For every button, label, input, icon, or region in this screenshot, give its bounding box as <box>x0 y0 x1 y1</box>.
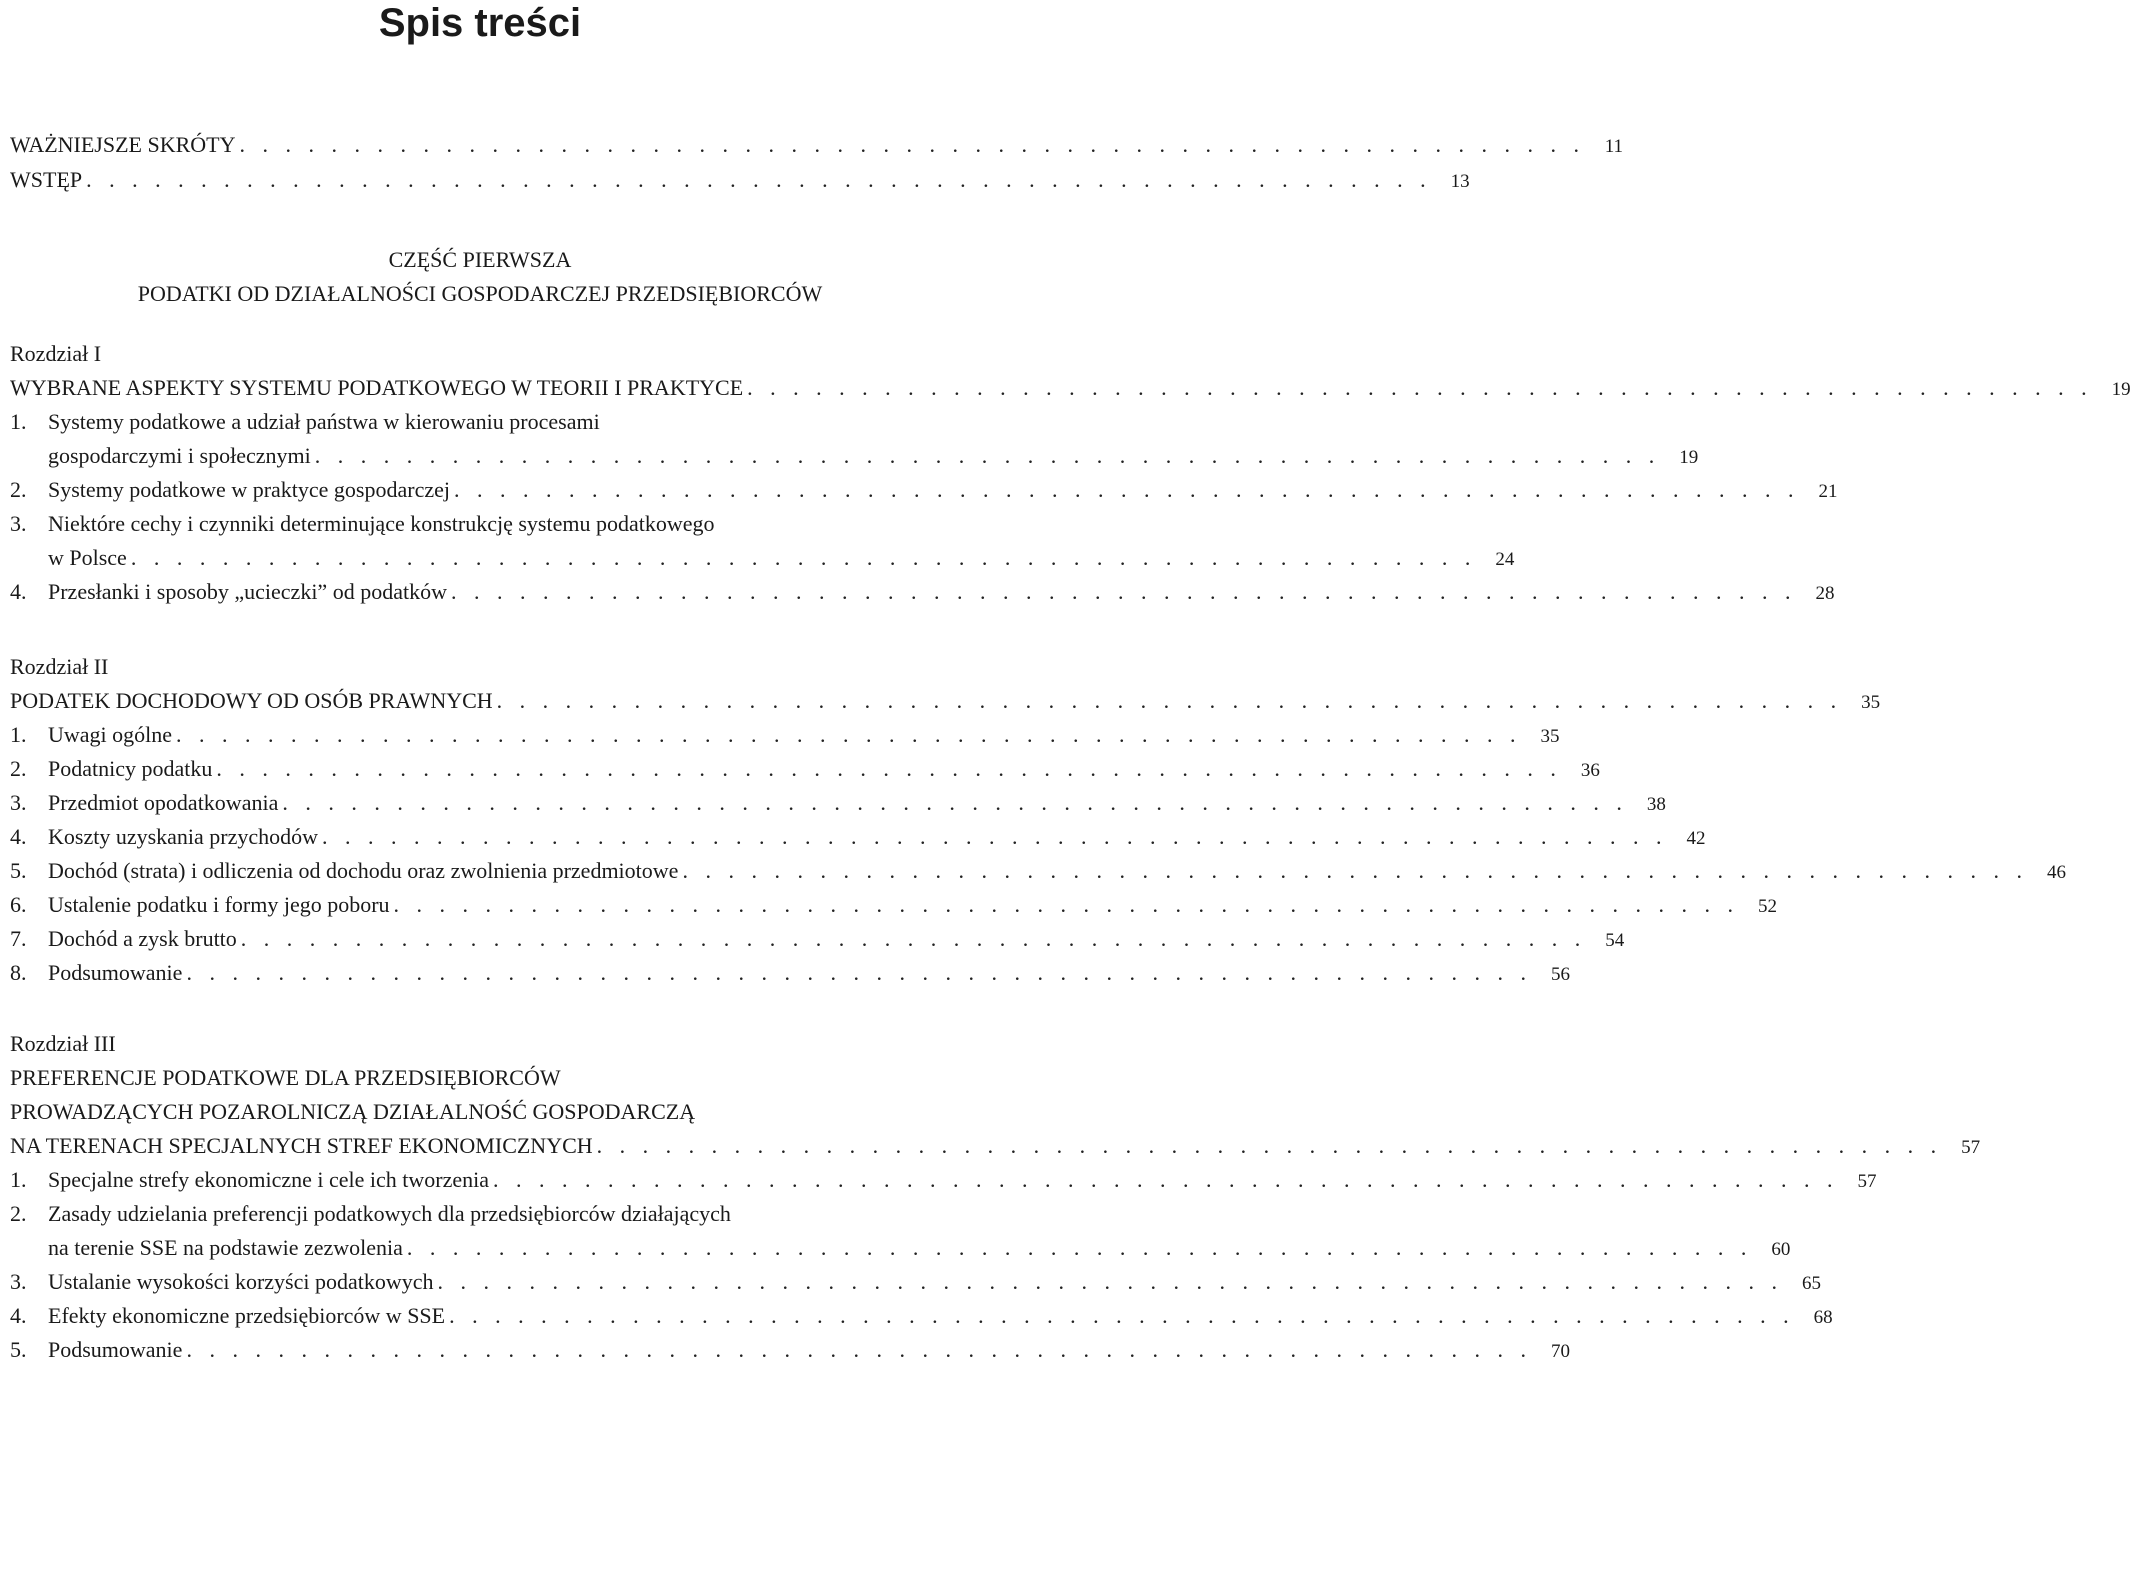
chapter-label: Rozdział II <box>10 654 109 679</box>
section-entry[interactable] <box>10 820 1706 854</box>
dot-leader: . . . . . . . . . . . . . . . . . . . . . . . . . . . . . . . . . . . . . . . . . . . . . . . . . . . . . . . . . . . <box>493 1167 1839 1192</box>
entry-number: 5. <box>10 858 27 883</box>
entry-number: 7. <box>10 926 27 951</box>
entry-title: Zasady udzielania preferencji podatkowych dla przedsiębiorców działających <box>48 1201 731 1226</box>
entry-title: NA TERENACH SPECJALNYCH STREF EKONOMICZNYCH <box>10 1133 593 1158</box>
page-number: 54 <box>1605 930 1625 951</box>
part-title: PODATKI OD DZIAŁALNOŚCI GOSPODARCZEJ PRZEDSIĘBIORCÓW <box>137 281 823 306</box>
entry-title: w Polsce <box>48 545 127 570</box>
page-number: 36 <box>1580 760 1600 781</box>
entry-title: gospodarczymi i społecznymi <box>48 443 311 468</box>
page-number: 70 <box>1550 1341 1570 1362</box>
dot-leader: . . . . . . . . . . . . . . . . . . . . . . . . . . . . . . . . . . . . . . . . . . . . . . . . . . . . . . . . . . . <box>454 477 1800 502</box>
entry-title: Ustalenie podatku i formy jego poboru <box>48 892 390 917</box>
entry-number: 3. <box>10 790 27 815</box>
entry-title: Specjalne strefy ekonomiczne i cele ich tworzenia <box>48 1167 490 1192</box>
entry-title: Przesłanki i sposoby „ucieczki” od podatków <box>48 579 447 604</box>
page-number: 57 <box>1857 1171 1877 1192</box>
entry-title: Dochód (strata) i odliczenia od dochodu oraz zwolnienia przedmiotowe <box>48 858 679 883</box>
dot-leader: . . . . . . . . . . . . . . . . . . . . . . . . . . . . . . . . . . . . . . . . . . . . . . . . . . . . . . . . . . . <box>282 790 1628 815</box>
entry-number: 1. <box>10 409 27 434</box>
entry-title: WYBRANE ASPEKTY SYSTEMU PODATKOWEGO W TEORII I PRAKTYCE <box>10 375 744 400</box>
entry-title: Podsumowanie <box>48 1337 183 1362</box>
section-entry[interactable] <box>10 956 1570 990</box>
dot-leader: . . . . . . . . . . . . . . . . . . . . . . . . . . . . . . . . . . . . . . . . . . . . . . . . . . . . . . . . . . . <box>216 756 1562 781</box>
page-number: 46 <box>2046 862 2066 883</box>
entry-title: Ustalanie wysokości korzyści podatkowych <box>48 1269 434 1294</box>
entry-number: 4. <box>10 579 27 604</box>
page-number: 52 <box>1758 896 1778 917</box>
section-entry[interactable] <box>10 1163 1877 1197</box>
dot-leader: . . . . . . . . . . . . . . . . . . . . . . . . . . . . . . . . . . . . . . . . . . . . . . . . . . . . . . . . . . . <box>747 375 2093 400</box>
chapter-title[interactable] <box>10 1129 1981 1163</box>
entry-title: PREFERENCJE PODATKOWE DLA PRZEDSIĘBIORCÓW <box>10 1065 561 1090</box>
entry-title: PODATEK DOCHODOWY OD OSÓB PRAWNYCH <box>10 688 493 713</box>
entry-number: 2. <box>10 756 27 781</box>
page-number: 57 <box>1961 1137 1981 1158</box>
page-number: 21 <box>1818 481 1838 502</box>
page-number: 24 <box>1495 549 1515 570</box>
dot-leader: . . . . . . . . . . . . . . . . . . . . . . . . . . . . . . . . . . . . . . . . . . . . . . . . . . . . . . . . . . . <box>86 167 1432 192</box>
dot-leader: . . . . . . . . . . . . . . . . . . . . . . . . . . . . . . . . . . . . . . . . . . . . . . . . . . . . . . . . . . . <box>239 132 1585 157</box>
entry-title: PROWADZĄCYCH POZAROLNICZĄ DZIAŁALNOŚĆ GOSPODARCZĄ <box>10 1099 696 1124</box>
section-entry[interactable] <box>10 718 1560 752</box>
entry-title: Dochód a zysk brutto <box>48 926 237 951</box>
page-number: 68 <box>1813 1307 1833 1328</box>
section-entry[interactable] <box>10 507 892 541</box>
page-number: 35 <box>1540 726 1560 747</box>
page-number: 19 <box>1679 447 1699 468</box>
chapter-label: Rozdział I <box>10 341 102 366</box>
section-entry[interactable] <box>10 888 1778 922</box>
dot-leader: . . . . . . . . . . . . . . . . . . . . . . . . . . . . . . . . . . . . . . . . . . . . . . . . . . . . . . . . . . . <box>130 545 1477 570</box>
chapter-title[interactable] <box>10 684 1881 718</box>
page-number: 13 <box>1450 171 1470 192</box>
entry-title: Systemy podatkowe w praktyce gospodarczej <box>48 477 450 502</box>
page-title: Spis treści <box>378 1 582 45</box>
entry-title: Koszty uzyskania przychodów <box>48 824 319 849</box>
chapter-title[interactable] <box>10 1061 892 1095</box>
section-entry[interactable] <box>10 752 1600 786</box>
page-number: 65 <box>1802 1273 1822 1294</box>
dot-leader: . . . . . . . . . . . . . . . . . . . . . . . . . . . . . . . . . . . . . . . . . . . . . . . . . . . . . . . . . . . <box>449 1303 1795 1328</box>
entry-number: 1. <box>10 1167 27 1192</box>
page-number: 19 <box>2111 379 2131 400</box>
entry-number: 3. <box>10 511 27 536</box>
section-entry[interactable] <box>10 575 1835 609</box>
dot-leader: . . . . . . . . . . . . . . . . . . . . . . . . . . . . . . . . . . . . . . . . . . . . . . . . . . . . . . . . . . . <box>186 1337 1532 1362</box>
dot-leader: . . . . . . . . . . . . . . . . . . . . . . . . . . . . . . . . . . . . . . . . . . . . . . . . . . . . . . . . . . . <box>437 1269 1784 1294</box>
entry-title: WAŻNIEJSZE SKRÓTY <box>10 132 236 157</box>
dot-leader: . . . . . . . . . . . . . . . . . . . . . . . . . . . . . . . . . . . . . . . . . . . . . . . . . . . . . . . . . . . <box>176 722 1522 747</box>
entry-number: 5. <box>10 1337 27 1362</box>
entry-title: WSTĘP <box>10 167 83 192</box>
page-number: 38 <box>1646 794 1666 815</box>
chapter-title[interactable] <box>10 1095 892 1129</box>
entry-number: 8. <box>10 960 27 985</box>
entry-number: 6. <box>10 892 27 917</box>
entry-title: Niektóre cechy i czynniki determinujące konstrukcję systemu podatkowego <box>48 511 715 536</box>
page-number: 42 <box>1686 828 1706 849</box>
dot-leader: . . . . . . . . . . . . . . . . . . . . . . . . . . . . . . . . . . . . . . . . . . . . . . . . . . . . . . . . . . . <box>322 824 1668 849</box>
dot-leader: . . . . . . . . . . . . . . . . . . . . . . . . . . . . . . . . . . . . . . . . . . . . . . . . . . . . . . . . . . . <box>240 926 1587 951</box>
section-entry[interactable] <box>10 854 2066 888</box>
entry-number: 3. <box>10 1269 27 1294</box>
section-entry[interactable] <box>10 439 1699 473</box>
part-label: CZĘŚĆ PIERWSZA <box>388 247 572 272</box>
dot-leader: . . . . . . . . . . . . . . . . . . . . . . . . . . . . . . . . . . . . . . . . . . . . . . . . . . . . . . . . . . . <box>496 688 1843 713</box>
dot-leader: . . . . . . . . . . . . . . . . . . . . . . . . . . . . . . . . . . . . . . . . . . . . . . . . . . . . . . . . . . . <box>682 858 2028 883</box>
toc-entry-front[interactable] <box>10 163 1470 197</box>
page-number: 56 <box>1550 964 1570 985</box>
entry-number: 2. <box>10 477 27 502</box>
section-entry[interactable] <box>10 1333 1570 1367</box>
dot-leader: . . . . . . . . . . . . . . . . . . . . . . . . . . . . . . . . . . . . . . . . . . . . . . . . . . . . . . . . . . . <box>314 443 1661 468</box>
section-entry[interactable] <box>10 1265 1822 1299</box>
dot-leader: . . . . . . . . . . . . . . . . . . . . . . . . . . . . . . . . . . . . . . . . . . . . . . . . . . . . . . . . . . . <box>450 579 1797 604</box>
dot-leader: . . . . . . . . . . . . . . . . . . . . . . . . . . . . . . . . . . . . . . . . . . . . . . . . . . . . . . . . . . . <box>186 960 1532 985</box>
section-entry[interactable] <box>10 405 892 439</box>
section-entry[interactable] <box>10 473 1838 507</box>
dot-leader: . . . . . . . . . . . . . . . . . . . . . . . . . . . . . . . . . . . . . . . . . . . . . . . . . . . . . . . . . . . <box>406 1235 1753 1260</box>
section-entry[interactable] <box>10 1231 1791 1265</box>
entry-title: na terenie SSE na podstawie zezwolenia <box>48 1235 403 1260</box>
section-entry[interactable] <box>10 1197 892 1231</box>
section-entry[interactable] <box>10 786 1666 820</box>
entry-number: 2. <box>10 1201 27 1226</box>
entry-number: 4. <box>10 824 27 849</box>
entry-title: Uwagi ogólne <box>48 722 173 747</box>
section-entry[interactable] <box>10 922 1625 956</box>
entry-title: Przedmiot opodatkowania <box>48 790 279 815</box>
section-entry[interactable] <box>10 1299 1833 1333</box>
page-number: 60 <box>1771 1239 1791 1260</box>
page-number: 11 <box>1604 136 1623 157</box>
page-number: 28 <box>1815 583 1835 604</box>
chapter-label: Rozdział III <box>10 1031 116 1056</box>
chapter-title[interactable] <box>10 371 2131 405</box>
entry-title: Podatnicy podatku <box>48 756 213 781</box>
entry-number: 1. <box>10 722 27 747</box>
section-entry[interactable] <box>10 541 1515 575</box>
page-number: 35 <box>1861 692 1881 713</box>
entry-title: Podsumowanie <box>48 960 183 985</box>
entry-title: Systemy podatkowe a udział państwa w kierowaniu procesami <box>48 409 600 434</box>
entry-title: Efekty ekonomiczne przedsiębiorców w SSE <box>48 1303 446 1328</box>
dot-leader: . . . . . . . . . . . . . . . . . . . . . . . . . . . . . . . . . . . . . . . . . . . . . . . . . . . . . . . . . . . <box>596 1133 1943 1158</box>
dot-leader: . . . . . . . . . . . . . . . . . . . . . . . . . . . . . . . . . . . . . . . . . . . . . . . . . . . . . . . . . . . <box>393 892 1740 917</box>
toc-entry-front[interactable] <box>10 128 1623 162</box>
entry-number: 4. <box>10 1303 27 1328</box>
